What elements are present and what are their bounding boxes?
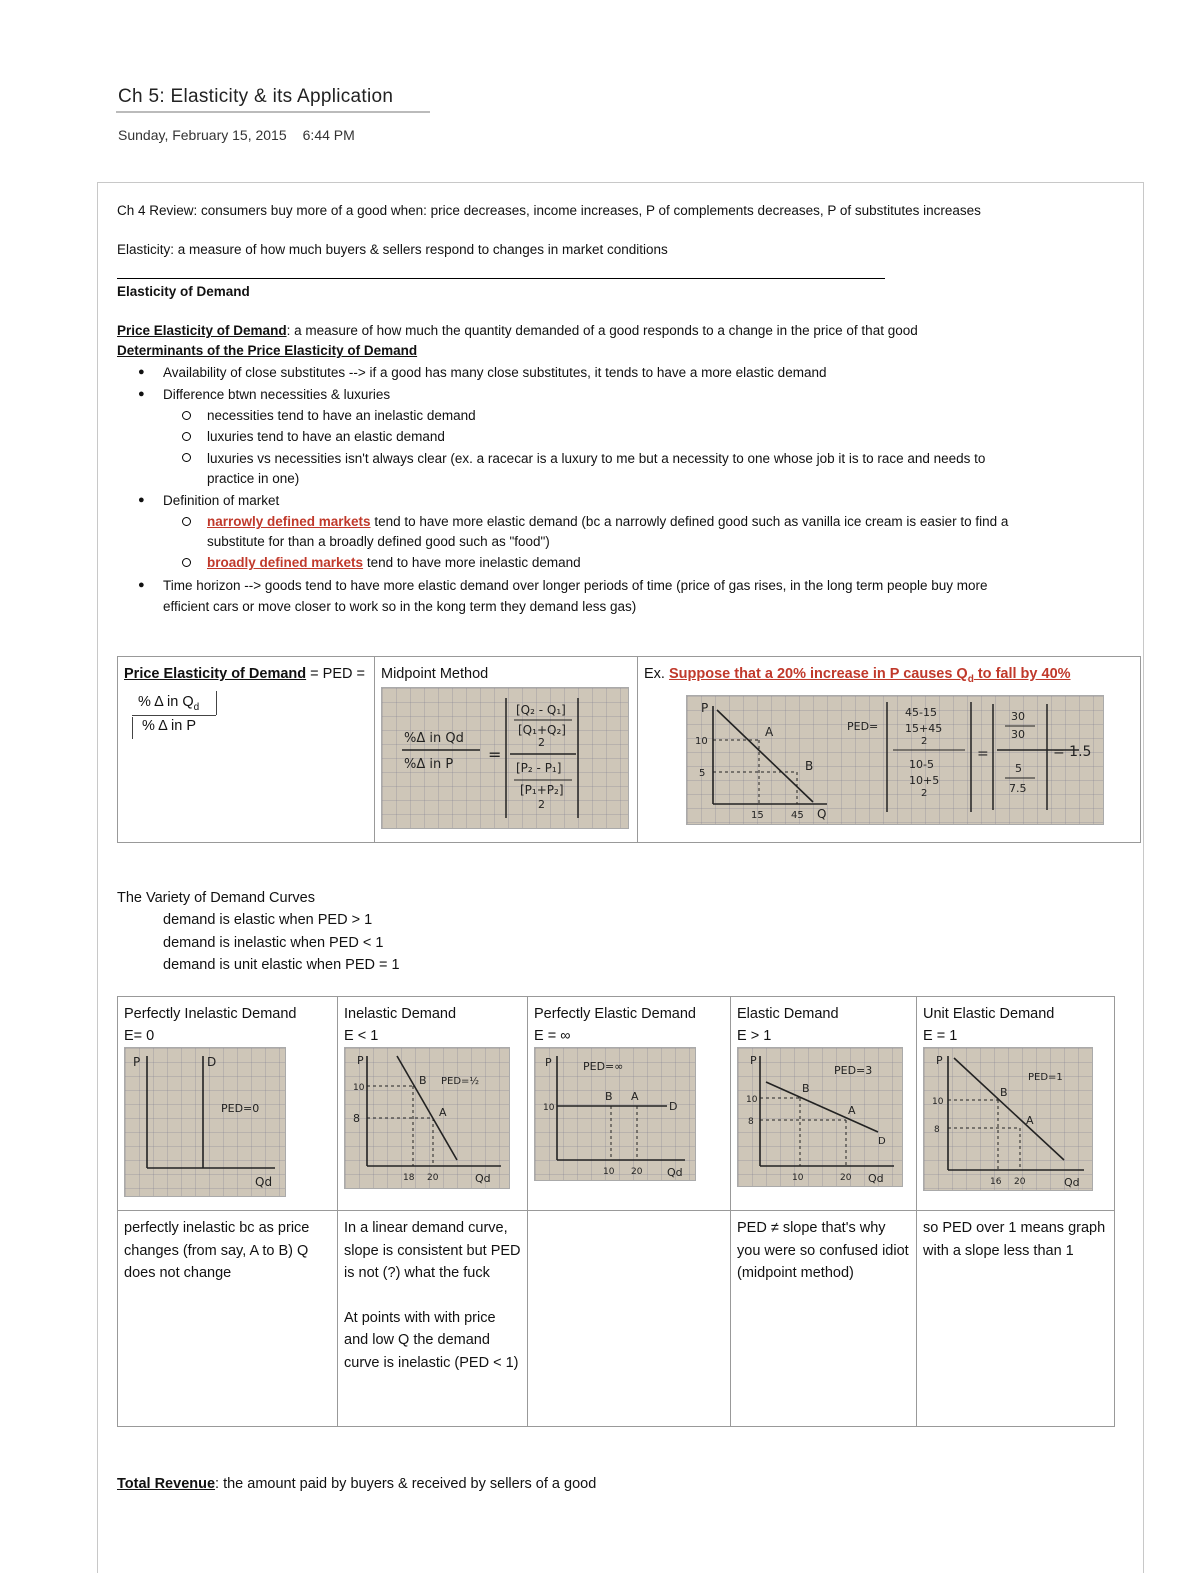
svg-text:10+5: 10+5 xyxy=(909,773,940,787)
midpoint-formula-photo xyxy=(381,687,629,829)
svg-text:8: 8 xyxy=(934,1125,940,1135)
svg-text:2: 2 xyxy=(538,736,545,749)
svg-text:D: D xyxy=(878,1136,886,1147)
list-item: Definition of market xyxy=(163,493,280,508)
list-item: narrowly defined markets tend to have more elastic demand (bc a narrowly defined good such as vanilla ice cream is easier to find a xyxy=(207,514,1009,529)
svg-text:8: 8 xyxy=(353,1112,360,1125)
svg-text:20: 20 xyxy=(427,1173,439,1183)
svg-text:10: 10 xyxy=(353,1083,365,1093)
svg-text:Qd: Qd xyxy=(868,1172,884,1185)
note-elastic: PED ≠ slope that's why you were so confused idiot (midpoint method) xyxy=(731,1211,917,1427)
svg-text:= 1.5: = 1.5 xyxy=(1053,743,1092,760)
svg-text:A: A xyxy=(1026,1114,1034,1127)
svg-text:Q: Q xyxy=(817,806,827,821)
note-perfectly-inelastic: perfectly inelastic bc as price changes (from say, A to B) Q does not change xyxy=(118,1211,338,1427)
svg-text:Qd: Qd xyxy=(475,1172,491,1185)
variety-line: demand is inelastic when PED < 1 xyxy=(163,935,384,951)
pct-q-label: %Δ in Qd xyxy=(404,731,464,746)
svg-text:P: P xyxy=(133,1055,141,1069)
midpoint-cell xyxy=(375,657,638,843)
svg-text:B: B xyxy=(802,1082,810,1095)
list-item-continued: substitute for than a broadly defined good such as "food") xyxy=(207,534,550,549)
bullet-icon: ● xyxy=(138,494,145,506)
midpoint-heading: Midpoint Method xyxy=(381,666,489,682)
example-photo xyxy=(686,695,1104,825)
svg-text:10: 10 xyxy=(932,1097,944,1107)
svg-text:10: 10 xyxy=(792,1173,804,1183)
circle-bullet-icon xyxy=(182,558,191,567)
variety-line: demand is unit elastic when PED = 1 xyxy=(163,957,400,973)
svg-text:45-15: 45-15 xyxy=(905,705,937,719)
bullet-icon: ● xyxy=(138,388,145,400)
curve-cell-inelastic: Inelastic Demand E < 1 P 10 8 18 20 B A PED=½ Qd xyxy=(338,997,528,1211)
svg-text:Qd: Qd xyxy=(1064,1176,1080,1189)
determinants-heading: Determinants of the Price Elasticity of Demand xyxy=(117,343,418,358)
svg-text:30: 30 xyxy=(1011,727,1025,741)
list-item: luxuries vs necessities isn't always clear (ex. a racecar is a luxury to me but a necessity to one whose job it is to race and needs to xyxy=(207,451,986,466)
svg-text:PED=3: PED=3 xyxy=(834,1064,873,1077)
list-item: Difference btwn necessities & luxuries xyxy=(163,387,391,402)
svg-text:=: = xyxy=(488,745,502,764)
svg-text:2: 2 xyxy=(921,735,928,747)
elastic-graph xyxy=(737,1047,903,1187)
list-item: Time horizon --> goods tend to have more elastic demand over longer periods of time (price of gas rises, in the long term people buy more xyxy=(163,578,988,593)
total-revenue-definition: Total Revenue: the amount paid by buyers & received by sellers of a good xyxy=(117,1476,597,1492)
example-heading: Ex. Suppose that a 20% increase in P causes $Q_d$ to fall by 40% xyxy=(644,666,1071,685)
svg-text:P: P xyxy=(357,1054,364,1067)
svg-text:PED=1: PED=1 xyxy=(1028,1072,1063,1083)
perfectly-inelastic-graph xyxy=(124,1047,286,1197)
svg-text:PED=0: PED=0 xyxy=(221,1102,260,1115)
svg-text:B: B xyxy=(419,1074,427,1087)
svg-text:30: 30 xyxy=(1011,709,1025,723)
svg-text:PED=½: PED=½ xyxy=(441,1076,480,1087)
svg-text:20: 20 xyxy=(840,1173,852,1183)
svg-text:D: D xyxy=(207,1055,217,1069)
svg-text:B: B xyxy=(805,758,814,773)
svg-text:Qd: Qd xyxy=(255,1175,273,1189)
note-inelastic: In a linear demand curve, slope is consistent but PED is not (?) what the fuck At points with with price and low Q the demand curve is inelastic (PED < 1) xyxy=(338,1211,528,1427)
inelastic-graph xyxy=(344,1047,510,1189)
svg-text:PED=: PED= xyxy=(847,719,879,733)
list-item-continued: efficient cars or move closer to work so in the kong term they demand less gas) xyxy=(163,599,637,614)
svg-text:A: A xyxy=(631,1090,639,1103)
svg-text:16: 16 xyxy=(990,1177,1002,1187)
svg-text:PED=∞: PED=∞ xyxy=(583,1060,624,1073)
list-item: luxuries tend to have an elastic demand xyxy=(207,429,445,444)
curve-cell-elastic: Elastic Demand E > 1 P 10 8 PED=3 B A D 10 20 Qd xyxy=(731,997,917,1211)
page-title: Ch 5: Elasticity & its Application xyxy=(118,86,394,107)
curve-cell-perfectly-inelastic: Perfectly Inelastic Demand E= 0 P D PED=0 Qd xyxy=(118,997,338,1211)
svg-text:2: 2 xyxy=(921,787,928,799)
ped-definition: Price Elasticity of Demand: a measure of how much the quantity demanded of a good responds to a change in the price of that good xyxy=(117,323,918,338)
divider xyxy=(117,278,885,279)
pct-p-label: %Δ in P xyxy=(404,757,454,772)
svg-text:2: 2 xyxy=(538,798,545,811)
svg-text:D: D xyxy=(669,1100,678,1113)
svg-text:=: = xyxy=(977,745,989,762)
svg-text:Qd: Qd xyxy=(667,1166,683,1179)
svg-text:7.5: 7.5 xyxy=(1009,781,1027,795)
ped-formula-cell: Price Elasticity of Demand = PED = % Δ in $Q_d$ % Δ in P xyxy=(118,657,375,843)
perfectly-elastic-graph xyxy=(534,1047,696,1181)
list-item: Availability of close substitutes --> if a good has many close substitutes, it tends to have a more elastic demand xyxy=(163,365,827,380)
circle-bullet-icon xyxy=(182,432,191,441)
review-line: Ch 4 Review: consumers buy more of a good when: price decreases, income increases, P of complements decreases, P of substitutes increases xyxy=(117,203,981,218)
svg-text:P: P xyxy=(750,1054,757,1067)
svg-text:P: P xyxy=(936,1054,943,1067)
note-perfectly-elastic xyxy=(528,1211,731,1427)
svg-text:20: 20 xyxy=(1014,1177,1026,1187)
svg-text:A: A xyxy=(848,1104,856,1117)
svg-text:10: 10 xyxy=(603,1167,615,1177)
list-item: broadly defined markets tend to have more inelastic demand xyxy=(207,555,581,570)
note-unit-elastic: so PED over 1 means graph with a slope less than 1 xyxy=(917,1211,1115,1427)
svg-text:5: 5 xyxy=(1015,761,1022,775)
svg-text:B: B xyxy=(1000,1086,1008,1099)
unit-elastic-graph xyxy=(923,1047,1093,1191)
bullet-icon: ● xyxy=(138,366,145,378)
svg-text:18: 18 xyxy=(403,1173,415,1183)
svg-text:10: 10 xyxy=(746,1095,758,1105)
p-sum: [P₁+P₂] xyxy=(520,783,564,797)
svg-text:8: 8 xyxy=(748,1117,754,1127)
section-heading: Elasticity of Demand xyxy=(117,284,250,299)
svg-text:A: A xyxy=(765,724,774,739)
variety-line: demand is elastic when PED > 1 xyxy=(163,912,373,928)
svg-text:45: 45 xyxy=(791,809,804,821)
svg-text:10-5: 10-5 xyxy=(909,757,934,771)
svg-text:5: 5 xyxy=(699,767,706,779)
circle-bullet-icon xyxy=(182,517,191,526)
ped-fraction: % Δ in $Q_d$ % Δ in P xyxy=(124,689,368,739)
svg-text:20: 20 xyxy=(631,1167,643,1177)
title-underline xyxy=(116,111,430,113)
list-item: necessities tend to have an inelastic demand xyxy=(207,408,476,423)
curve-cell-unit-elastic: Unit Elastic Demand E = 1 P 10 8 PED=1 B A 16 20 Qd xyxy=(917,997,1115,1211)
q-diff: [Q₂ - Q₁] xyxy=(516,703,566,717)
svg-text:A: A xyxy=(439,1106,447,1119)
svg-text:10: 10 xyxy=(695,735,708,747)
q-sum: [Q₁+Q₂] xyxy=(518,723,566,737)
svg-text:15: 15 xyxy=(751,809,764,821)
formula-table xyxy=(117,656,1141,843)
example-cell xyxy=(638,657,1141,843)
circle-bullet-icon xyxy=(182,411,191,420)
svg-text:P: P xyxy=(545,1056,552,1069)
svg-text:P: P xyxy=(701,700,709,715)
variety-heading: The Variety of Demand Curves xyxy=(117,890,315,906)
list-item-continued: practice in one) xyxy=(207,471,300,486)
curve-cell-perfectly-elastic: Perfectly Elastic Demand E = ∞ P 10 PED=∞ B A D 10 20 Qd xyxy=(528,997,731,1211)
svg-text:10: 10 xyxy=(543,1103,555,1113)
elasticity-definition: Elasticity: a measure of how much buyers & sellers respond to changes in market conditions xyxy=(117,242,668,257)
page-date: Sunday, February 15, 2015 6:44 PM xyxy=(118,127,355,143)
p-diff: [P₂ - P₁] xyxy=(516,761,562,775)
circle-bullet-icon xyxy=(182,453,191,462)
svg-text:15+45: 15+45 xyxy=(905,721,943,735)
bullet-icon: ● xyxy=(138,579,145,591)
demand-curves-table xyxy=(117,996,1115,1427)
svg-text:B: B xyxy=(605,1090,613,1103)
